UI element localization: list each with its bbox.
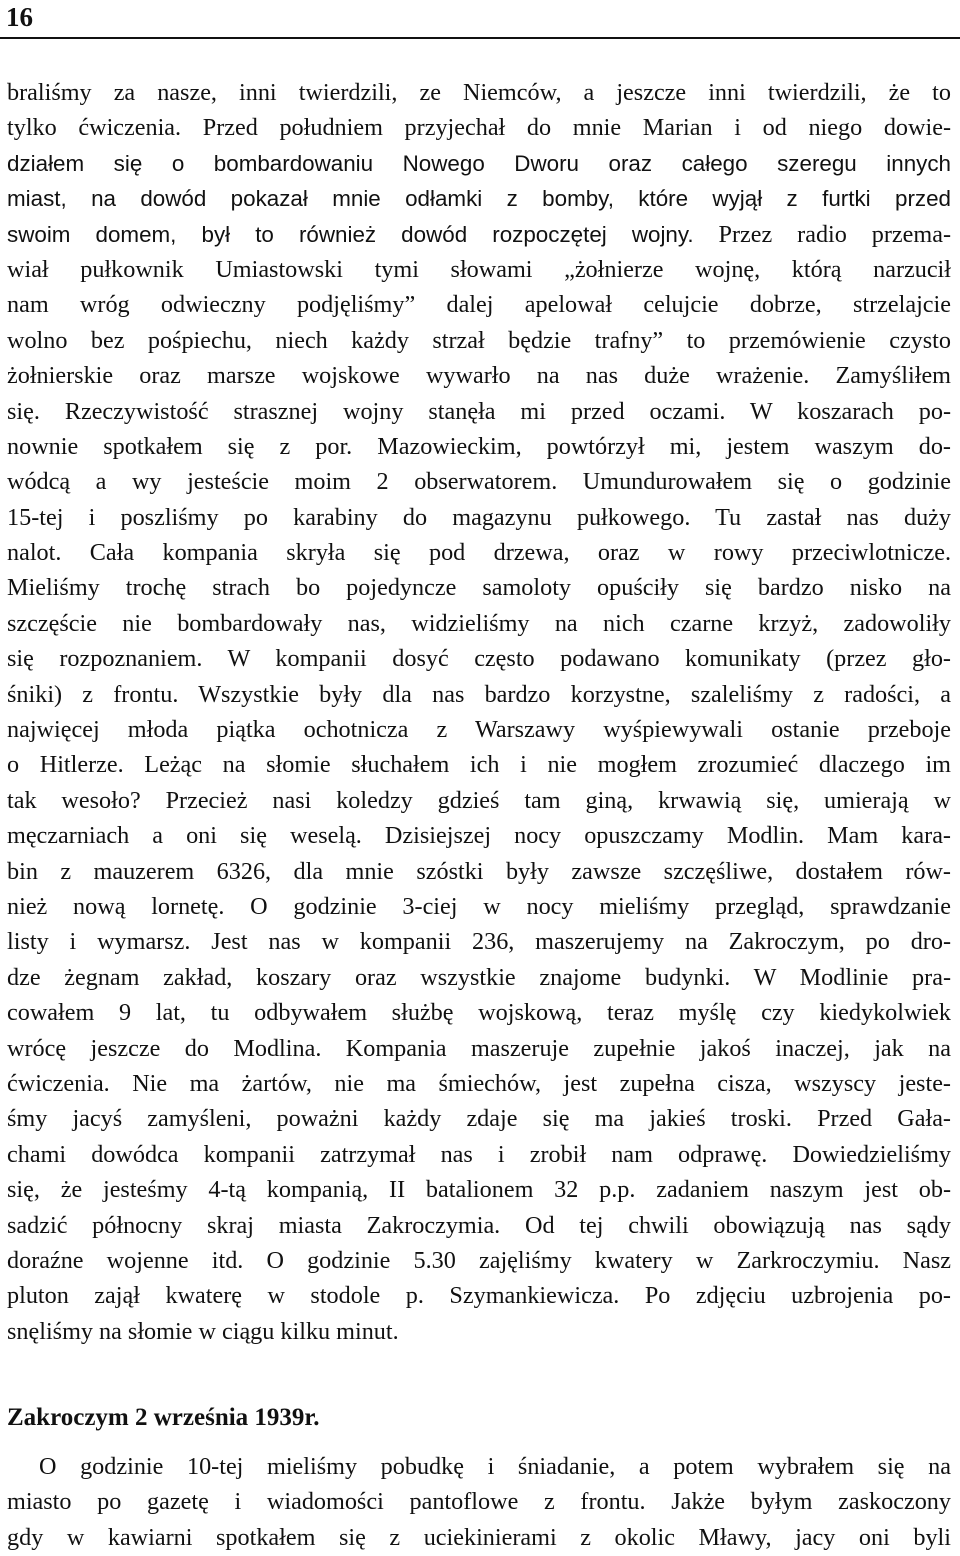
text-line: nież nową lornetę. O godzinie 3-ciej w nocy mieliśmy przegląd, sprawdzanie xyxy=(7,892,951,920)
text-line: działem się o bombardowaniu Nowego Dworu oraz całego szeregu innych xyxy=(7,150,951,176)
text-line: najwięcej młoda piątka ochotnicza z Warszawy wyśpiewywali ostanie przeboje xyxy=(7,716,951,744)
text-fragment: swoim domem, był to również dowód rozpoczętej wojny. xyxy=(7,221,694,247)
text-line: snęliśmy na słomie w ciągu kilku minut. xyxy=(7,1317,399,1345)
text-line: miasto po gazetę i wiadomości pantoflowe z frontu. Jakże byłym zaskoczony xyxy=(7,1488,951,1516)
text-line: wrócę jeszcze do Modlina. Kompania maszeruje zupełnie jakoś inaczej, jak na xyxy=(7,1034,951,1062)
text-line: O godzinie 10-tej mieliśmy pobudkę i śniadanie, a potem wybrałem się na xyxy=(39,1453,951,1480)
text-line: sadzić północny skraj miasta Zakroczymia. Od tej chwili obowiązują nas sądy xyxy=(7,1211,951,1239)
text-line: wolno bez pośpiechu, niech każdy strzał będzie trafny” to przemówienie czysto xyxy=(7,326,951,354)
text-line: listy i wymarsz. Jest nas w kompanii 236, maszerujemy na Zakroczym, po dro- xyxy=(7,928,951,956)
text-line: się, że jesteśmy 4-tą kompanią, II batalionem 32 p.p. zadaniem naszym jest ob- xyxy=(7,1176,951,1204)
text-line: o Hitlerze. Leżąc na słomie słuchałem ich i nie mogłem zrozumieć dlaczego im xyxy=(7,751,951,779)
text-line: tylko ćwiczenia. Przed południem przyjechał do mnie Marian i od niego dowie- xyxy=(7,114,951,142)
text-line: nownie spotkałem się z por. Mazowieckim, powtórzył mi, jestem waszym do- xyxy=(7,432,951,460)
text-line: nam wróg odwieczny podjęliśmy” dalej apelował celujcie dobrze, strzelajcie xyxy=(7,291,951,319)
text-line: cowałem 9 lat, tu odbywałem służbę wojskową, teraz myślę czy kiedykolwiek xyxy=(7,999,951,1027)
text-line: się rozpoznaniem. W kompanii dosyć często podawano komunikaty (przez gło- xyxy=(7,645,951,673)
text-line: wódcą a wy jesteście moim 2 obserwatorem. Umundurowałem się o godzinie xyxy=(7,468,951,496)
text-line: śniki) z frontu. Wszystkie były dla nas bardzo korzystne, szaleliśmy z radości, a xyxy=(7,680,951,708)
text-line: szczęście nie bombardowały nas, widzieliśmy na nich czarne krzyż, zadowoliły xyxy=(7,609,951,637)
page-number: 16 xyxy=(6,2,33,32)
paragraph-2 xyxy=(7,1449,951,1555)
text-line: gdy w kawiarni spotkałem się z uciekinierami z okolic Mławy, jacy oni byli xyxy=(7,1523,951,1551)
text-line: pluton zajął kwaterę w stodole p. Szymankiewicza. Po zdjęciu uzbrojenia po- xyxy=(7,1282,951,1310)
text-line: tak wesoło? Przecież nasi koledzy gdzieś tam giną, krwawią się, umierają w xyxy=(7,786,951,814)
text-line: bin z mauzerem 6326, dla mnie szóstki były zawsze szczęśliwe, dostałem rów- xyxy=(7,857,951,885)
text-line: braliśmy za nasze, inni twierdzili, ze Niemców, a jeszcze inni twierdzili, że to xyxy=(7,79,951,106)
text-line: doraźne wojenne itd. O godzinie 5.30 zajęliśmy kwatery w Zarkroczymiu. Nasz xyxy=(7,1246,951,1274)
text-line: Mieliśmy trochę strach bo pojedyncze samoloty opuściły się bardzo nisko na xyxy=(7,574,951,602)
text-line: dze żegnam zakład, koszary oraz wszystkie znajome budynki. W Modlinie pra- xyxy=(7,963,951,991)
text-line: miast, na dowód pokazał mnie odłamki z bomby, które wyjął z furtki przed xyxy=(7,186,951,212)
text-line: 15-tej i poszliśmy po karabiny do magazynu pułkowego. Tu zastał nas duży xyxy=(7,503,951,531)
text-line: chami dowódca kompanii zatrzymał nas i zrobił nam odprawę. Dowiedzieliśmy xyxy=(7,1140,951,1168)
page-header xyxy=(0,0,960,39)
text-line: nalot. Cała kompania skryła się pod drzewa, oraz w rowy przeciwlotnicze. xyxy=(7,539,951,567)
text-line: wiał pułkownik Umiastowski tymi słowami „żołnierze wojnę, którą narzucił xyxy=(7,255,951,283)
text-fragment: Przez radio przema- xyxy=(693,220,951,248)
text-line: śmy jacyś zamyśleni, poważni każdy zdaje się ma jakieś troski. Przed Gała- xyxy=(7,1105,951,1133)
paragraph-1 xyxy=(7,75,951,1349)
section-heading: Zakroczym 2 września 1939r. xyxy=(7,1404,320,1431)
text-line: ćwiczenia. Nie ma żartów, nie ma śmiechów, jest zupełna cisza, wszyscy jeste- xyxy=(7,1069,951,1097)
text-line: żołnierskie oraz marsze wojskowe wywarło na nas duże wrażenie. Zamyśliłem xyxy=(7,362,951,390)
text-line: męczarniach a oni się weselą. Dzisiejszej nocy opuszczamy Modlin. Mam kara- xyxy=(7,822,951,850)
text-line-mixed xyxy=(7,217,951,252)
text-line: się. Rzeczywistość strasznej wojny stanęła mi przed oczami. W koszarach po- xyxy=(7,397,951,425)
